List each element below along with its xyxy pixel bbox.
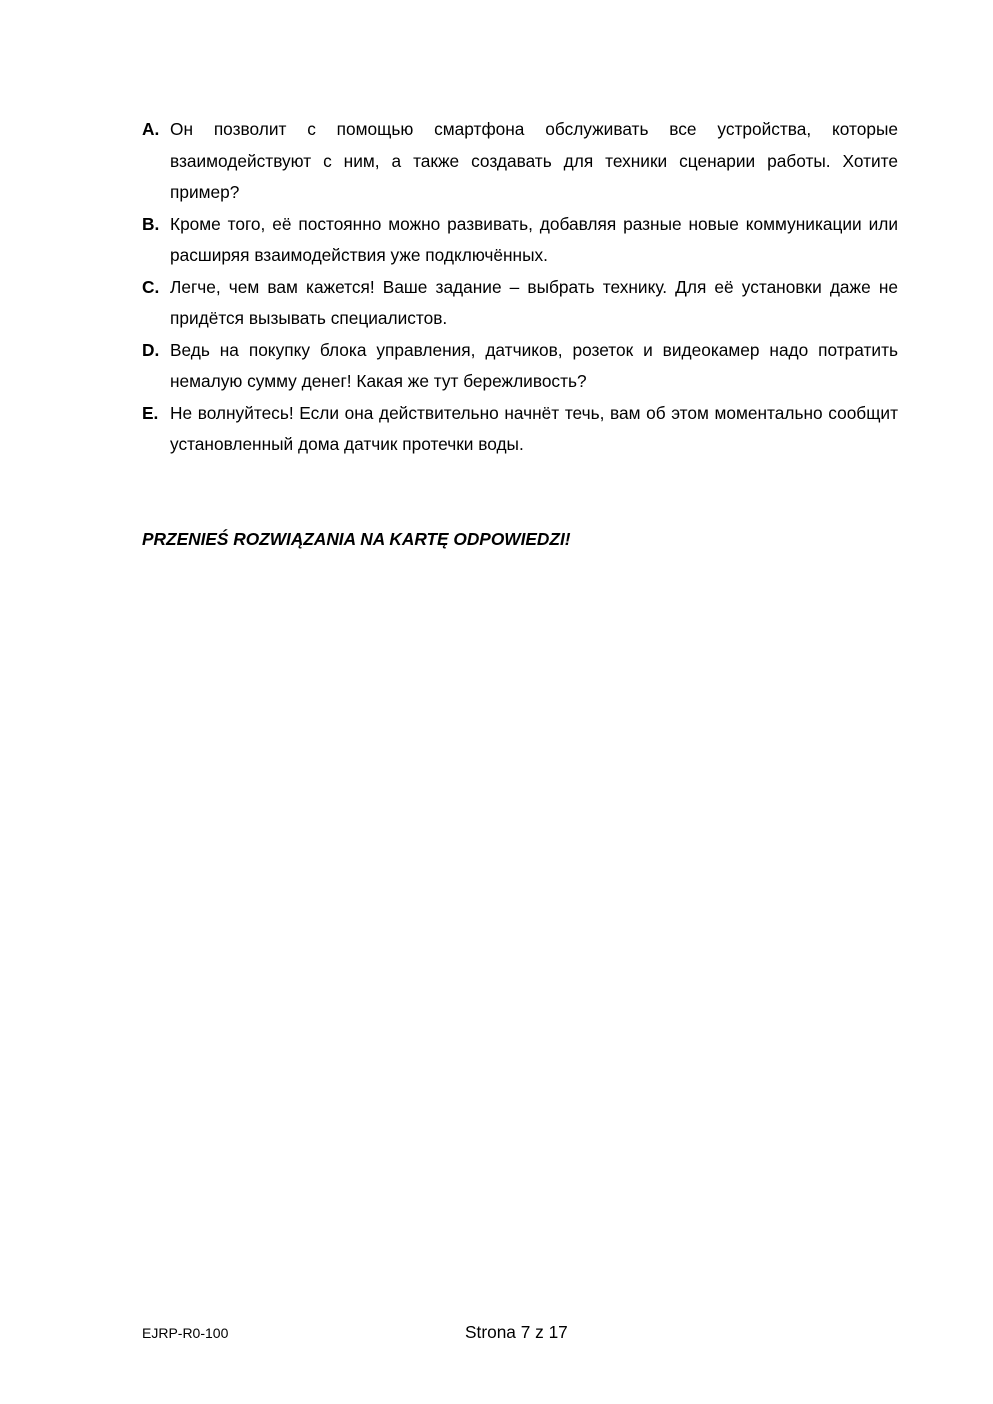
transfer-answers-instruction: PRZENIEŚ ROZWIĄZANIA NA KARTĘ ODPOWIEDZI! xyxy=(142,529,571,549)
option-text: Он позволит с помощью смартфона обслуживать все устройства, которые взаимодействуют с ним, а также создавать для техники сценарии работы. Хотите пример? xyxy=(170,119,898,202)
option-letter: E. xyxy=(142,402,159,423)
option-text: Ведь на покупку блока управления, датчиков, розеток и видеокамер надо потратить немалую сумму денег! Какая же тут бережливость? xyxy=(170,339,898,391)
option-d xyxy=(142,335,898,398)
page-number: Strona 7 z 17 xyxy=(465,1322,568,1342)
option-b xyxy=(142,209,898,272)
option-c xyxy=(142,272,898,335)
option-a xyxy=(142,114,898,209)
option-text: Кроме того, её постоянно можно развивать, добавляя разные новые коммуникации или расширяя взаимодействия уже подключённых. xyxy=(170,213,898,265)
option-e xyxy=(142,398,898,461)
exam-code: EJRP-R0-100 xyxy=(142,1325,229,1341)
option-text: Не волнуйтесь! Если она действительно начнёт течь, вам об этом моментально сообщит установленный дома датчик протечки воды. xyxy=(170,402,898,454)
option-letter: C. xyxy=(142,276,160,297)
option-letter: D. xyxy=(142,339,160,360)
answer-options-list xyxy=(142,114,898,461)
option-letter: A. xyxy=(142,119,160,139)
option-text: Легче, чем вам кажется! Ваше задание – выбрать технику. Для её установки даже не придётся вызывать специалистов. xyxy=(170,276,898,328)
option-letter: B. xyxy=(142,213,160,234)
